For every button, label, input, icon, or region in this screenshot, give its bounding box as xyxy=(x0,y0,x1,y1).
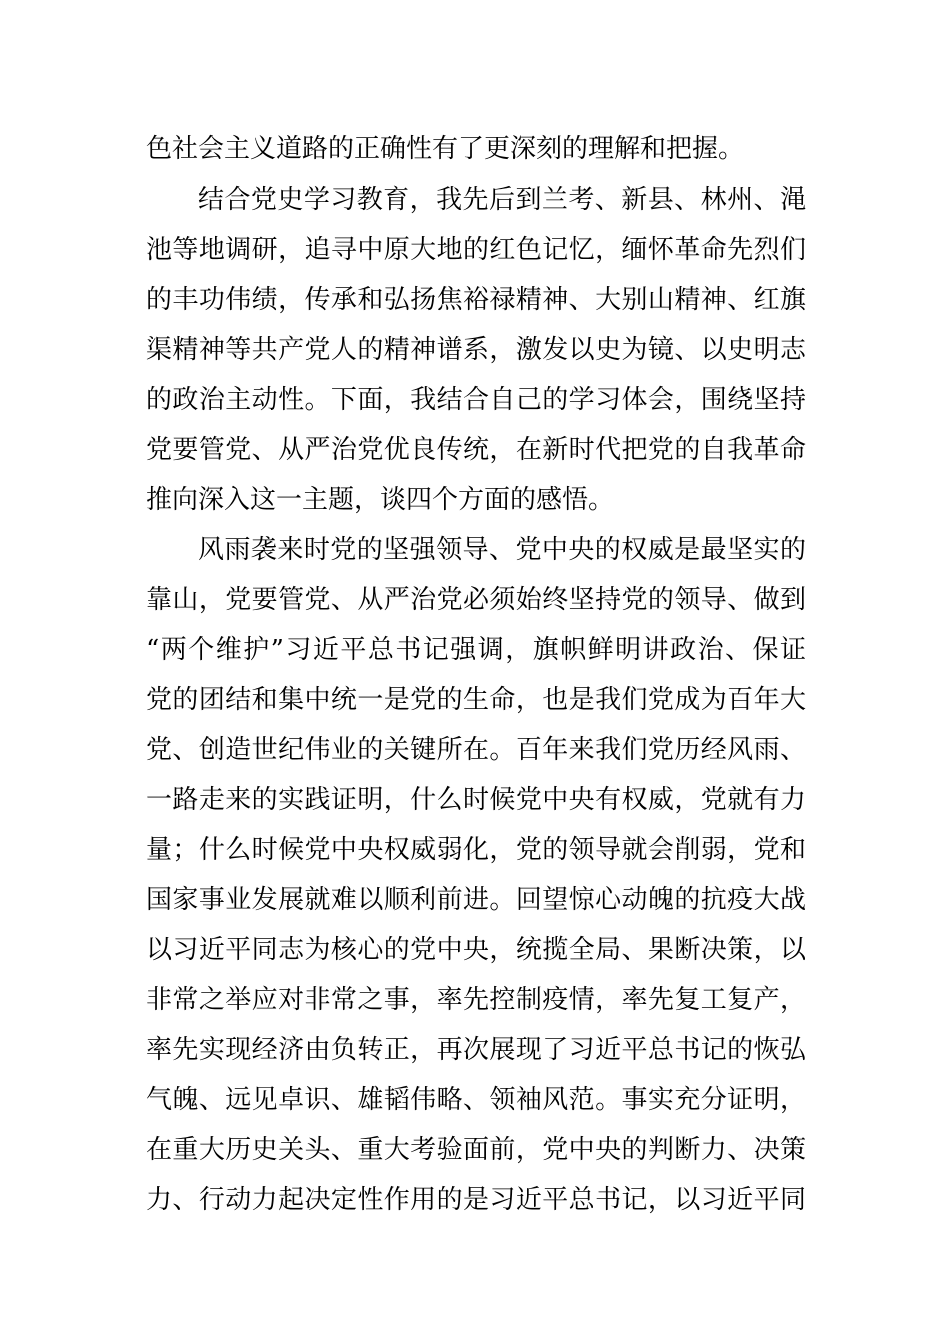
text-line: 国家事业发展就难以顺利前进。回望惊心动魄的抗疫大战 xyxy=(146,885,806,915)
text-line: 量；什么时候党中央权威弱化，党的领导就会削弱，党和 xyxy=(146,835,806,865)
text-line: “两个维护”习近平总书记强调，旗帜鲜明讲政治、保证 xyxy=(146,635,806,665)
text-line: 以习近平同志为核心的党中央，统揽全局、果断决策，以 xyxy=(146,935,806,965)
text-line: 党的团结和集中统一是党的生命，也是我们党成为百年大 xyxy=(146,685,806,715)
text-line: 色社会主义道路的正确性有了更深刻的理解和把握。 xyxy=(146,134,745,164)
text-line: 渠精神等共产党人的精神谱系，激发以史为镜、以史明志 xyxy=(146,335,806,365)
text-line: 在重大历史关头、重大考验面前，党中央的判断力、决策 xyxy=(146,1135,806,1165)
text-line: 党要管党、从严治党优良传统，在新时代把党的自我革命 xyxy=(146,435,806,465)
text-line: 气魄、远见卓识、雄韬伟略、领袖风范。事实充分证明， xyxy=(146,1085,806,1115)
text-line: 非常之举应对非常之事，率先控制疫情，率先复工复产， xyxy=(146,985,806,1015)
text-line: 率先实现经济由负转正，再次展现了习近平总书记的恢弘 xyxy=(146,1035,806,1065)
text-line: 池等地调研，追寻中原大地的红色记忆，缅怀革命先烈们 xyxy=(146,235,806,265)
text-line: 推向深入这一主题，谈四个方面的感悟。 xyxy=(146,485,615,515)
text-line: 党、创造世纪伟业的关键所在。百年来我们党历经风雨、 xyxy=(146,735,806,765)
text-line: 的丰功伟绩，传承和弘扬焦裕禄精神、大别山精神、红旗 xyxy=(146,285,806,315)
text-line: 靠山，党要管党、从严治党必须始终坚持党的领导、做到 xyxy=(146,585,806,615)
text-line: 力、行动力起决定性作用的是习近平总书记，以习近平同 xyxy=(146,1185,806,1215)
paragraph-first-line: 结合党史学习教育，我先后到兰考、新县、林州、渑 xyxy=(198,185,806,215)
paragraph-first-line: 风雨袭来时党的坚强领导、党中央的权威是最坚实的 xyxy=(198,535,806,565)
text-line: 一路走来的实践证明，什么时候党中央有权威，党就有力 xyxy=(146,785,806,815)
text-line: 的政治主动性。下面，我结合自己的学习体会，围绕坚持 xyxy=(146,385,806,415)
